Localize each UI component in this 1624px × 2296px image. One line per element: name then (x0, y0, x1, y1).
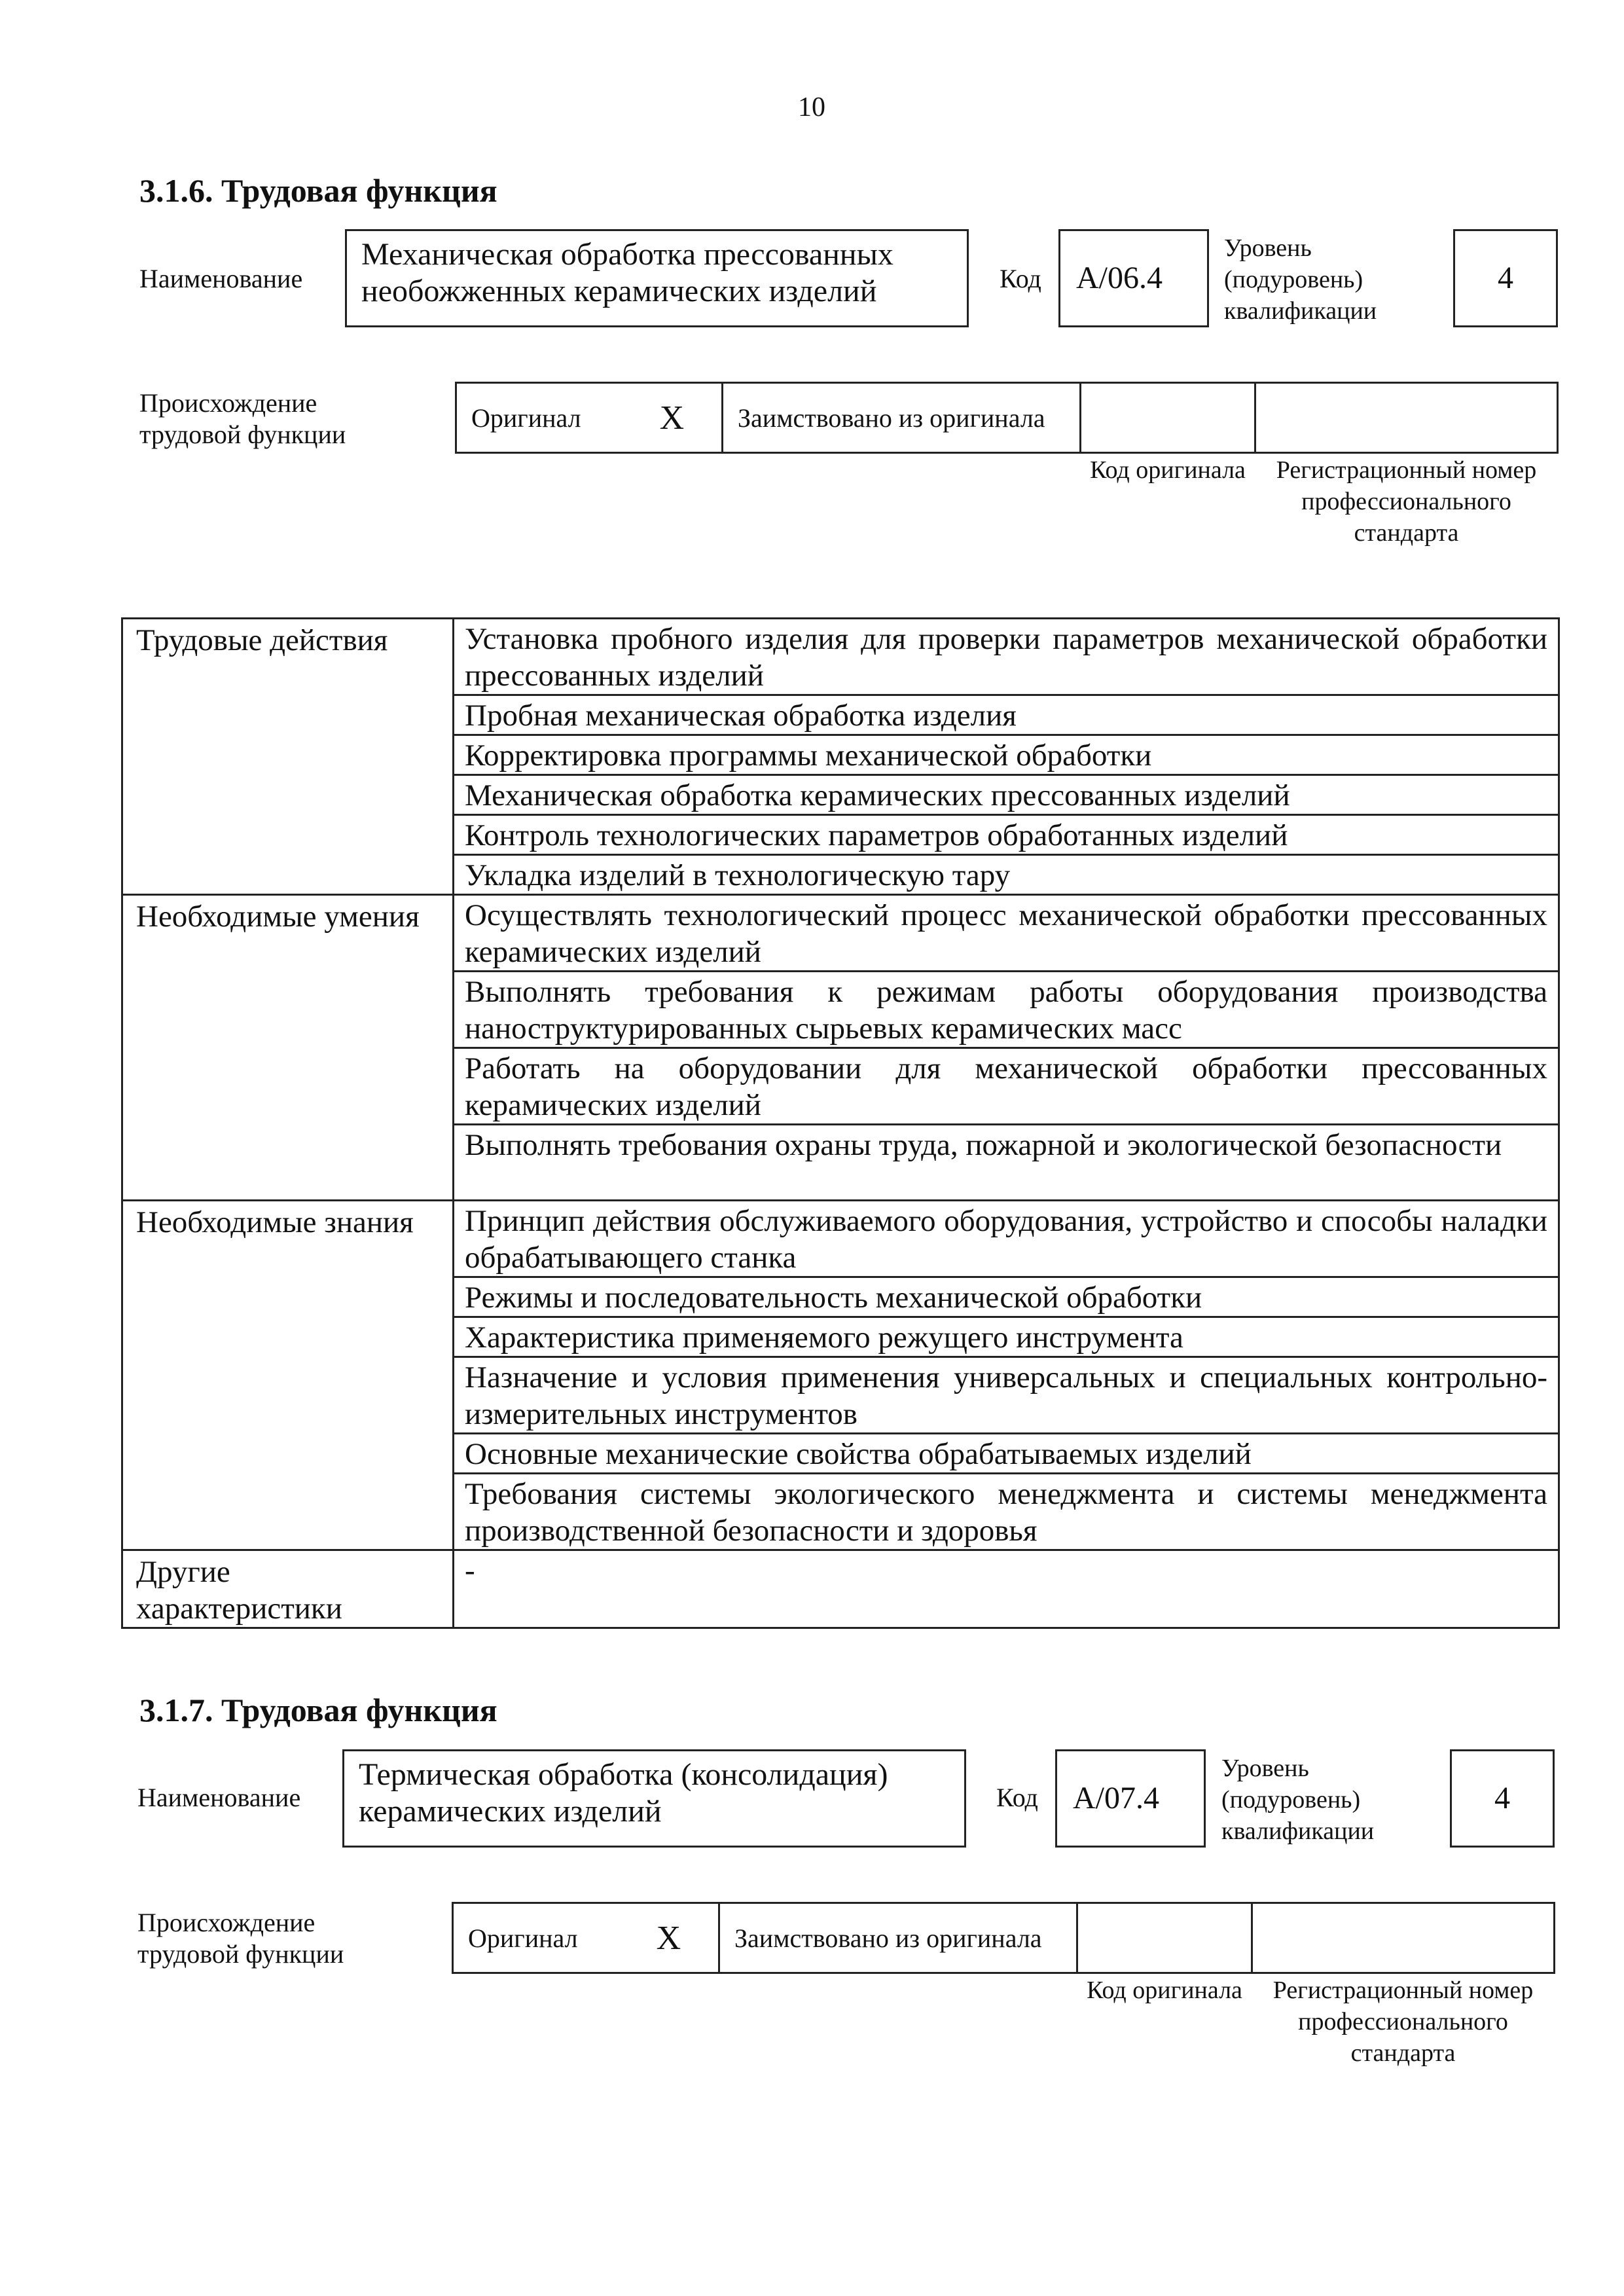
skill-item: Выполнять требования к режимам работы оборудования производства наноструктурированных сырьевых керамических масс (454, 972, 1559, 1048)
origin-borrowed: Заимствовано из оригинала (734, 1923, 1042, 1953)
origin-label: Происхождение трудовой функции (139, 388, 346, 449)
level-value: 4 (1494, 1781, 1510, 1815)
origin-label: Происхождение трудовой функции (137, 1908, 344, 1969)
knowledge-item: Режимы и последовательность механической обработки (454, 1277, 1559, 1317)
skill-item: Выполнять требования охраны труда, пожарной и экологической безопасности (454, 1125, 1559, 1201)
origin-code-cell (1076, 1902, 1253, 1974)
function-name-box (345, 229, 969, 327)
code-value: А/07.4 (1073, 1781, 1159, 1815)
level-label: Уровень (подуровень) квалификации (1224, 234, 1377, 325)
knowledge-item: Требования системы экологического менеджмента и системы менеджмента производственной безопасности и здоровья (454, 1474, 1559, 1550)
level-value: 4 (1498, 261, 1513, 295)
level-box (1453, 229, 1558, 327)
code-label: Код (996, 1783, 1038, 1812)
origin-original-cell (455, 382, 723, 454)
code-label: Код (1000, 264, 1041, 293)
other-label: Другие характеристики (122, 1550, 454, 1628)
skill-item: Осуществлять технологический процесс механической обработки прессованных керамических изделий (454, 895, 1559, 972)
section-title: 3.1.7. Трудовая функция (139, 1692, 497, 1728)
other-value: - (454, 1550, 1559, 1628)
function-name-box (342, 1749, 966, 1848)
function-name-value: Термическая обработка (консолидация) керамических изделий (359, 1757, 888, 1829)
origin-original-cell (452, 1902, 720, 1974)
level-label: Уровень (подуровень) квалификации (1221, 1755, 1375, 1845)
knowledge-item: Принцип действия обслуживаемого оборудования, устройство и способы наладки обрабатывающего станка (454, 1201, 1559, 1277)
origin-mark: X (656, 1919, 681, 1957)
function-name-value: Механическая обработка прессованных необожженных керамических изделий (361, 237, 893, 308)
origin-original: Оригинал (468, 1923, 578, 1953)
origin-mark: X (659, 399, 685, 437)
code-box (1058, 229, 1209, 327)
knowledge-item: Назначение и условия применения универсальных и специальных контрольно-измерительных инструментов (454, 1357, 1559, 1434)
skills-label: Необходимые умения (122, 895, 454, 1201)
name-label: Наименование (139, 264, 303, 293)
action-item: Укладка изделий в технологическую тару (454, 855, 1559, 895)
section-title: 3.1.6. Трудовая функция (139, 172, 497, 209)
action-item: Механическая обработка керамических прессованных изделий (454, 775, 1559, 815)
level-box (1450, 1749, 1555, 1848)
actions-label: Трудовые действия (122, 619, 454, 895)
page-number: 10 (798, 92, 825, 122)
origin-reg-caption: Регистрационный номер профессионального стандарта (1272, 1977, 1534, 2067)
origin-borrowed-cell (718, 1902, 1078, 1974)
name-label: Наименование (137, 1783, 301, 1812)
origin-reg-caption: Регистрационный номер профессионального стандарта (1276, 456, 1537, 547)
origin-code-caption: Код оригинала (1087, 1977, 1242, 2004)
origin-reg-cell (1251, 1902, 1555, 1974)
action-item: Контроль технологических параметров обработанных изделий (454, 815, 1559, 855)
action-item: Корректировка программы механической обработки (454, 735, 1559, 775)
origin-reg-cell (1254, 382, 1559, 454)
function-table (121, 617, 1560, 1629)
code-box (1055, 1749, 1206, 1848)
origin-original: Оригинал (471, 403, 581, 433)
action-item: Пробная механическая обработка изделия (454, 695, 1559, 735)
origin-borrowed: Заимствовано из оригинала (738, 403, 1045, 433)
skill-item: Работать на оборудовании для механической обработки прессованных керамических изделий (454, 1048, 1559, 1125)
origin-code-caption: Код оригинала (1090, 456, 1246, 484)
knowledge-item: Характеристика применяемого режущего инструмента (454, 1317, 1559, 1357)
origin-borrowed-cell (721, 382, 1081, 454)
origin-code-cell (1079, 382, 1256, 454)
knowledge-label: Необходимые знания (122, 1201, 454, 1550)
action-item: Установка пробного изделия для проверки параметров механической обработки прессованных изделий (454, 619, 1559, 695)
knowledge-item: Основные механические свойства обрабатываемых изделий (454, 1434, 1559, 1474)
code-value: А/06.4 (1076, 261, 1163, 295)
